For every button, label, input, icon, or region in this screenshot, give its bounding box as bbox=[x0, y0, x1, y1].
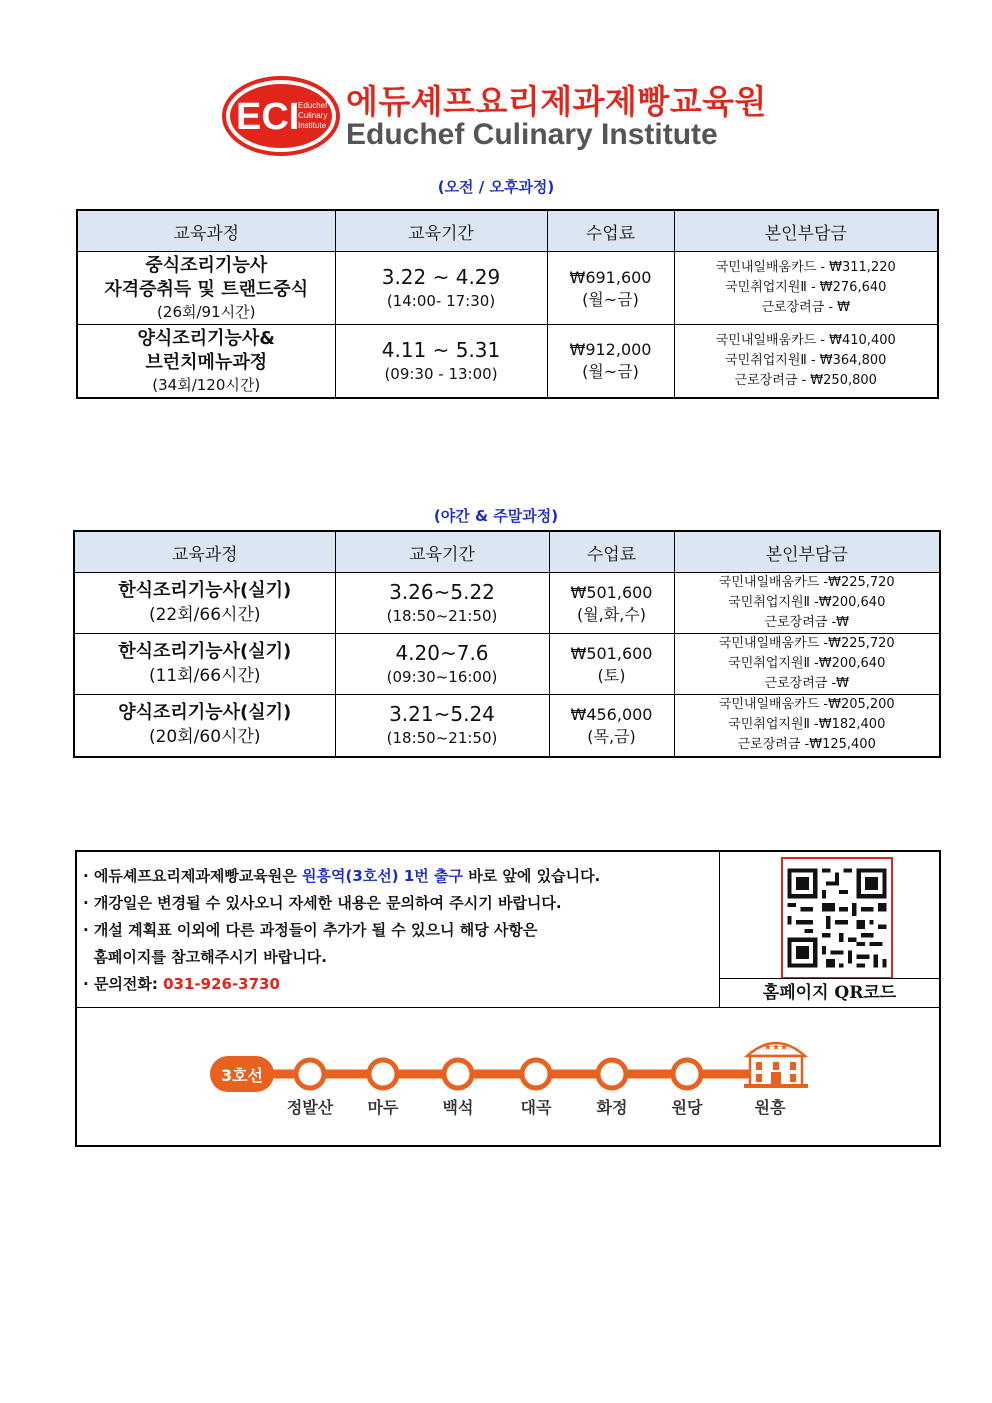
course-name: 한식조리기능사(실기) bbox=[118, 641, 292, 662]
station-label: 대곡 bbox=[520, 1098, 552, 1117]
burden-employment: 국민취업지원Ⅱ -₩200,640 bbox=[728, 595, 886, 610]
course-name: 한식조리기능사(실기) bbox=[118, 580, 292, 601]
burden-cell bbox=[674, 695, 940, 757]
table-header-row bbox=[74, 531, 940, 573]
burden-cell bbox=[674, 634, 940, 695]
schedule-table-day bbox=[76, 209, 939, 399]
station-dot bbox=[673, 1060, 701, 1088]
burden-incentive: 근로장려금 -₩ bbox=[764, 676, 849, 691]
burden-card: 국민내일배움카드 -₩225,720 bbox=[718, 575, 895, 590]
fee-cell bbox=[547, 325, 674, 398]
period-dates: 3.21~5.24 bbox=[389, 702, 495, 727]
period-cell bbox=[335, 573, 549, 634]
station-dot bbox=[444, 1060, 472, 1088]
burden-employment: 국민취업지원Ⅱ -₩200,640 bbox=[728, 656, 886, 671]
burden-card: 국민내일배움카드 -₩225,720 bbox=[718, 636, 895, 651]
section-title-day: (오전 / 오후과정) bbox=[437, 178, 555, 196]
fee-days: (월,화,수) bbox=[576, 604, 647, 624]
note-location-highlight: 원흥역(3호선) 1번 출구 bbox=[302, 867, 463, 885]
col-header-fee: 수업료 bbox=[547, 210, 674, 252]
station-label: 원당 bbox=[671, 1098, 703, 1117]
period-time: (09:30 - 13:00) bbox=[384, 364, 498, 383]
course-cell bbox=[77, 325, 335, 398]
line-badge-label: 3호선 bbox=[220, 1066, 264, 1085]
station-label: 원흥 bbox=[754, 1098, 786, 1117]
burden-cell bbox=[674, 325, 938, 398]
station-dot bbox=[598, 1060, 626, 1088]
fee-cell bbox=[549, 573, 674, 634]
burden-incentive: 근로장려금 -₩ bbox=[764, 615, 849, 630]
station-label: 백석 bbox=[442, 1098, 474, 1117]
period-dates: 3.26~5.22 bbox=[389, 580, 495, 604]
logo-small-1: Educhef bbox=[298, 101, 328, 110]
table-row bbox=[77, 252, 938, 325]
fee-amount: ₩912,000 bbox=[569, 340, 652, 360]
station-label: 마두 bbox=[367, 1098, 399, 1117]
col-header-burden: 본인부담금 bbox=[674, 531, 940, 573]
fee-amount: ₩501,600 bbox=[570, 643, 653, 663]
period-time: (18:50~21:50) bbox=[386, 607, 498, 625]
burden-incentive: 근로장려금 -₩125,400 bbox=[737, 737, 876, 753]
col-header-course: 교육과정 bbox=[77, 210, 335, 252]
fee-days: (목,금) bbox=[587, 726, 636, 746]
fee-days: (월~금) bbox=[582, 362, 639, 382]
note-homepage: 홈페이지를 참고해주시기 바랍니다. bbox=[83, 948, 327, 966]
burden-incentive: 근로장려금 - ₩ bbox=[761, 300, 851, 315]
table-row bbox=[74, 695, 940, 757]
period-dates: 4.20~7.6 bbox=[395, 641, 489, 665]
period-cell bbox=[335, 695, 549, 757]
svg-text:★★★: ★★★ bbox=[763, 1043, 789, 1053]
fee-amount: ₩501,600 bbox=[570, 582, 653, 602]
course-sessions: (20회/60시간) bbox=[148, 727, 261, 748]
period-time: (14:00- 17:30) bbox=[386, 292, 496, 310]
period-dates: 3.22 ~ 4.29 bbox=[381, 265, 501, 289]
eci-logo-icon bbox=[222, 76, 340, 156]
course-cell bbox=[74, 695, 335, 757]
course-cell bbox=[77, 252, 335, 325]
course-cell bbox=[74, 634, 335, 695]
fee-cell bbox=[549, 695, 674, 757]
institute-name-ko: 에듀셰프요리제과제빵교육원 bbox=[346, 82, 767, 121]
course-name: 중식조리기능사 자격증취득 및 트랜드중식 bbox=[104, 255, 309, 300]
fee-amount: ₩456,000 bbox=[570, 704, 653, 724]
col-header-burden: 본인부담금 bbox=[674, 210, 938, 252]
period-cell bbox=[335, 252, 547, 325]
burden-card: 국민내일배움카드 -₩205,200 bbox=[718, 697, 895, 713]
burden-card: 국민내일배움카드 - ₩311,220 bbox=[715, 260, 896, 275]
col-header-period: 교육기간 bbox=[335, 210, 547, 252]
burden-card: 국민내일배움카드 - ₩410,400 bbox=[715, 332, 896, 348]
station-dot bbox=[296, 1060, 324, 1088]
station-label: 화정 bbox=[596, 1098, 628, 1117]
period-cell bbox=[335, 634, 549, 695]
col-header-fee: 수업료 bbox=[549, 531, 674, 573]
burden-employment: 국민취업지원Ⅱ - ₩276,640 bbox=[725, 280, 887, 295]
note-additional-courses: · 개설 계획표 이외에 다른 과정들이 추가가 될 수 있으니 해당 사항은 bbox=[83, 921, 538, 939]
burden-cell bbox=[674, 252, 938, 325]
col-header-course: 교육과정 bbox=[74, 531, 335, 573]
course-sessions: (11회/66시간) bbox=[148, 666, 261, 686]
phone-number[interactable]: 031-926-3730 bbox=[163, 975, 280, 993]
table-header-row bbox=[77, 210, 938, 252]
station-dot bbox=[522, 1060, 550, 1088]
period-time: (09:30~16:00) bbox=[386, 668, 498, 686]
course-cell bbox=[74, 573, 335, 634]
period-cell bbox=[335, 325, 547, 398]
fee-cell bbox=[547, 252, 674, 325]
course-name: 양식조리기능사(실기) bbox=[118, 702, 292, 724]
phone-label: · 문의전화: bbox=[83, 975, 164, 993]
fee-amount: ₩691,600 bbox=[569, 267, 652, 287]
period-dates: 4.11 ~ 5.31 bbox=[381, 337, 501, 362]
note-schedule-change: · 개강일은 변경될 수 있사오니 자세한 내용은 문의하여 주시기 바랍니다. bbox=[83, 894, 562, 912]
course-sessions: (22회/66시간) bbox=[148, 605, 261, 625]
period-time: (18:50~21:50) bbox=[386, 729, 498, 748]
course-sessions: (34회/120시간) bbox=[152, 375, 261, 394]
burden-employment: 국민취업지원Ⅱ - ₩364,800 bbox=[725, 352, 887, 368]
burden-cell bbox=[674, 573, 940, 634]
info-box bbox=[75, 850, 941, 1147]
fee-days: (월~금) bbox=[582, 289, 639, 309]
logo-small-2: Culinary bbox=[298, 111, 328, 120]
table-row bbox=[74, 573, 940, 634]
institute-name-en: Educhef Culinary Institute bbox=[346, 118, 718, 151]
fee-cell bbox=[549, 634, 674, 695]
station-dot bbox=[369, 1060, 397, 1088]
burden-employment: 국민취업지원Ⅱ -₩182,400 bbox=[728, 717, 886, 733]
logo-badge-text: ECI bbox=[236, 96, 300, 138]
course-sessions: (26회/91시간) bbox=[157, 303, 256, 321]
fee-days: (토) bbox=[597, 665, 626, 685]
course-name: 양식조리기능사& 브런치메뉴과정 bbox=[137, 327, 275, 373]
schedule-table-night bbox=[73, 530, 941, 758]
logo-small-3: Institute bbox=[298, 121, 327, 130]
header-logo bbox=[222, 76, 782, 156]
station-label: 정발산 bbox=[286, 1098, 334, 1117]
note-location-pre: · 에듀셰프요리제과제빵교육원은 bbox=[83, 867, 303, 885]
table-row bbox=[74, 634, 940, 695]
note-location-post: 바로 앞에 있습니다. bbox=[462, 867, 601, 885]
col-header-period: 교육기간 bbox=[335, 531, 549, 573]
section-title-night: (야간 & 주말과정) bbox=[433, 507, 559, 525]
qr-label: 홈페이지 QR코드 bbox=[720, 978, 939, 1008]
burden-incentive: 근로장려금 - ₩250,800 bbox=[734, 372, 877, 388]
table-row bbox=[77, 325, 938, 398]
building-icon bbox=[744, 1043, 808, 1088]
